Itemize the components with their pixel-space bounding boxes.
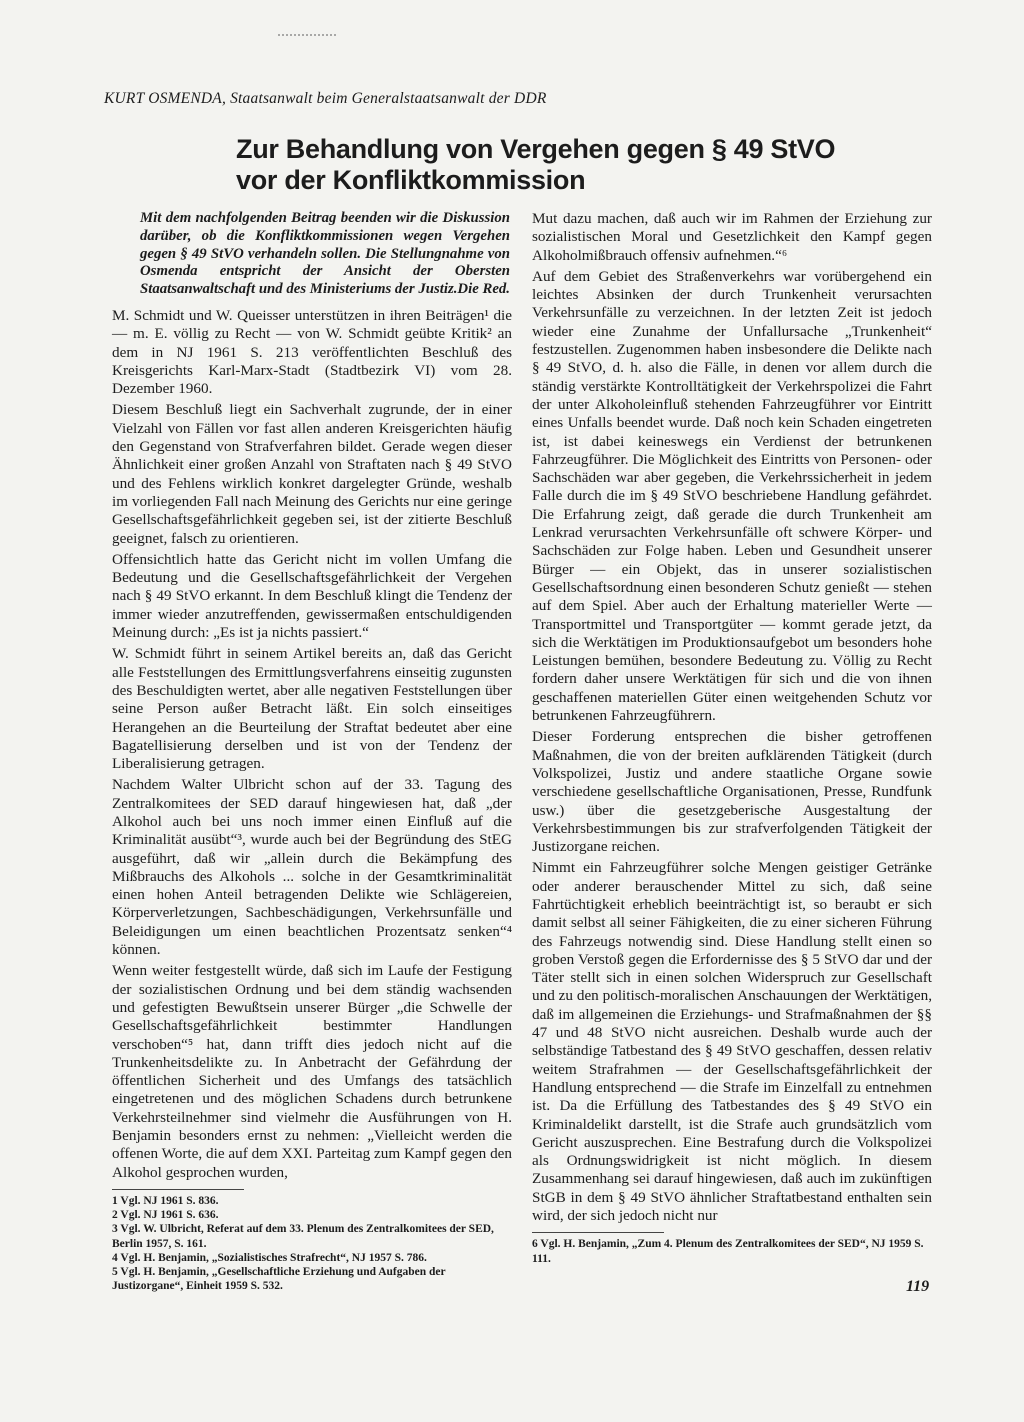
footnote-divider	[112, 1189, 244, 1190]
paragraph: Auf dem Gebiet des Straßenverkehrs war vorübergehend ein leichtes Absinken der durch Trunkenheit verursachten Verkehrsunfälle zu verzeichnen. In der letzten Zeit ist jedoch wieder eine Zunahme der Unfallursache „Trunkenheit“ festzustellen. Zugenommen haben insbesondere die Delikte nach § 49 StVO, d. h. also die Fälle, in denen vor allem durch die ständig verstärkte Kontrolltätigkeit der Verkehrspolizei die Fahrt der unter Alkoholeinfluß stehenden Fahrzeugführer vor Eintritt eines Unfalls beendet wurde. Daß noch kein Schaden eingetreten ist, ist dabei keineswegs ein Verdienst der betrunkenen Fahrzeugführer. Die Möglichkeit des Eintritts von Personen- oder Sachschäden war aber gegeben, die Verkehrssicherheit in jedem Falle durch die im § 49 StVO beschriebene Handlung gefährdet. Die Erfahrung zeigt, daß gerade die durch Trunkenheit am Lenkrad verursachten Verkehrsunfälle oft schwere Körper- und Sachschäden zur Folge haben. Leben und Gesundheit unserer Bürger — ein Objekt, das in unserer sozialistischen Gesellschaftsordnung einen besonderen Schutz genießt — stehen auf dem Spiel. Aber auch der Erhaltung materieller Werte — Transportmittel und Transportgüter — kommt gerade jetzt, da sich die Werktätigen im Produktionsaufgebot um besonders hohe Leistungen bemühen, besondere Bedeutung zu. Völlig zu Recht fordern daher unsere Werktätigen für sich und die von ihnen geschaffenen materiellen Güter einen weitgehenden Schutz vor betrunkenen Fahrzeugführern.	[532, 267, 932, 725]
right-column	[532, 210, 932, 1266]
editorial-intro	[112, 210, 512, 299]
paragraph: Wenn weiter festgestellt würde, daß sich im Laufe der Festigung der sozialistischen Ordnung und bei dem ständig wachsenden und gefestigten Bewußtsein unserer Bürger „die Schwelle der Gesellschaftsgefährlichkeit bestimmter Handlungen verschoben“⁵ hat, dann trifft dies jedoch nicht auf die Trunkenheitsdelikte zu. In Anbetracht der Gefährdung der öffentlichen Sicherheit und des Umfangs des tatsächlich eingetretenen und des möglichen Schadens durch betrunkene Verkehrsteilnehmer sind vielmehr die Ausführungen von H. Benjamin besonders ernst zu nehmen: „Vielleicht werden die offenen Worte, die auf dem XXI. Parteitag zum Kampf gegen den Alkohol gesprochen wurden,	[112, 962, 512, 1181]
footnote: 6 Vgl. H. Benjamin, „Zum 4. Plenum des Zentralkomitees der SED“, NJ 1959 S. 111.	[532, 1238, 924, 1265]
scan-artifact	[278, 34, 336, 42]
footnote: 2 Vgl. NJ 1961 S. 636.	[112, 1209, 219, 1222]
editorial-signature: Die Red.	[457, 281, 510, 298]
left-column	[112, 210, 512, 1293]
article-title: Zur Behandlung von Vergehen gegen § 49 StVO vor der Konfliktkommission	[236, 134, 836, 195]
intro-text: Mit dem nachfolgenden Beitrag beenden wir die Diskussion darüber, ob die Konfliktkommissionen wegen Vergehen gegen § 49 StVO verhandeln sollen. Die Stellungnahme von Osmenda entspricht der Ansicht der Obersten Staatsanwaltschaft und des Ministeriums der Justiz.	[140, 210, 510, 298]
paragraph: Nimmt ein Fahrzeugführer solche Mengen geistiger Getränke oder anderer berauschender Mittel zu sich, daß seine Fahrtüchtigkeit erheblich beeinträchtigt ist, so beraubt er sich damit selbst all seiner Fähigkeiten, die zu einer sicheren Führung des Fahrzeugs notwendig sind. Diese Handlung stellt einen so groben Verstoß gegen die Erfordernisse des § 5 StVO dar und der Täter stellt sich in einen solchen Widerspruch zur Gesellschaft und zu den politisch-moralischen Anschauungen der Werktätigen, daß im allgemeinen die Erziehungs- und Strafmaßnahmen der §§ 47 und 48 StVO nicht ausreichen. Deshalb wurde auch der selbständige Tatbestand des § 49 StVO geschaffen, dessen relativ weitem Strafrahmen — der Gesellschaftsgefährlichkeit der Handlung entsprechend — die Strafe im Einzelfall zu entnehmen ist. Da die Erfüllung des Tatbestandes des § 49 StVO ein Kriminaldelikt darstellt, ist die Strafe auch grundsätzlich vom Gericht auszusprechen. Eine Bestrafung durch die Volkspolizei als Ordnungswidrigkeit ist nicht möglich. In diesem Zusammenhang sei darauf hingewiesen, daß auch im zukünftigen StGB in dem § 49 StVO ähnlicher Straftatbestand enthalten sein wird, der sich jedoch nicht nur	[532, 859, 932, 1225]
paragraph: Mut dazu machen, daß auch wir im Rahmen der Erziehung zur sozialistischen Moral und Gesetzlichkeit den Kampf gegen Alkoholmißbrauch offensiv aufnehmen.“⁶	[532, 210, 932, 264]
paragraph: Offensichtlich hatte das Gericht nicht im vollen Umfang die Bedeutung und die Gesellschaftsgefährlichkeit der Vergehen nach § 49 StVO erkannt. In dem Beschluß klingt die Tendenz der immer wieder anzutreffenden, gewissermaßen entschuldigenden Meinung durch: „Es ist ja nichts passiert.“	[112, 550, 512, 642]
paragraph: Nachdem Walter Ulbricht schon auf der 33. Tagung des Zentralkomitees der SED darauf hingewiesen hat, daß „der Alkohol auch bei uns noch immer einen Einfluß auf die Kriminalität ausübt“³, wurde auch bei der Begründung des StEG ausgeführt, daß wir „allein durch die Bekämpfung des Mißbrauchs des Alkohols ... solche in der Gesamtkriminalität einen hohen Anteil betragenden Delikte wie Schlägereien, Körperverletzungen, Sachbeschädigungen, Verkehrsunfälle und Beleidigungen um einen beachtlichen Prozentsatz senken“⁴ können.	[112, 776, 512, 959]
footnote: 5 Vgl. H. Benjamin, „Gesellschaftliche Erziehung und Aufgaben der Justizorgane“, Einheit 1959 S. 532.	[112, 1265, 446, 1293]
footnote: 4 Vgl. H. Benjamin, „Sozialistisches Strafrecht“, NJ 1957 S. 786.	[112, 1251, 427, 1264]
footnote: 1 Vgl. NJ 1961 S. 836.	[112, 1194, 219, 1207]
footnote-divider	[532, 1232, 664, 1233]
paragraph: M. Schmidt und W. Queisser unterstützen in ihren Beiträgen¹ die — m. E. völlig zu Recht — von W. Schmidt geübte Kritik² an dem in NJ 1961 S. 213 veröffentlichten Beschluß des Kreisgerichts Karl-Marx-Stadt (Stadtbezirk VI) vom 28. Dezember 1960.	[112, 306, 512, 398]
paragraph: Diesem Beschluß liegt ein Sachverhalt zugrunde, der in einer Vielzahl von Fällen vor fast allen anderen Kreisgerichten häufig den Gegenstand von Strafverfahren bildet. Gerade wegen dieser Ähnlichkeit einer großen Anzahl von Straftaten nach § 49 StVO und des Fehlens wirklich konkret dargelegter Gründe, weshalb im vorliegenden Fall nach Meinung des Gerichts nur eine geringe Gesellschaftsgefährlichkeit gegeben sei, ist der zitierte Beschluß geeignet, falsch zu orientieren.	[112, 401, 512, 547]
paragraph: Dieser Forderung entsprechen die bisher getroffenen Maßnahmen, die von der breiten aufklärenden Tätigkeit (durch Volkspolizei, Justiz und andere staatliche Organe sowie verschiedene gesellschaftliche Organisationen, Presse, Rundfunk usw.) über die gesetzgeberische Ausgestaltung der Verkehrsbestimmungen bis zur strafverfolgenden Tätigkeit der Justizorgane reichen.	[532, 728, 932, 856]
page-number: 119	[906, 1278, 930, 1295]
footnote: 3 Vgl. W. Ulbricht, Referat auf dem 33. Plenum des Zentralkomitees der SED, Berlin 1957, S. 161.	[112, 1223, 494, 1250]
paragraph: W. Schmidt führt in seinem Artikel bereits an, daß das Gericht alle Feststellungen des Ermittlungsverfahrens einseitig zugunsten des Beschuldigten wertet, aber alle negativen Feststellungen über seine Person außer Betracht läßt. Ein solch einseitiges Herangehen an die Beurteilung der Straftat bedeutet aber eine Bagatellisierung derselben und ist von der Tendenz der Liberalisierung getragen.	[112, 645, 512, 773]
author-line: KURT OSMENDA, Staatsanwalt beim Generalstaatsanwalt der DDR	[104, 90, 547, 107]
